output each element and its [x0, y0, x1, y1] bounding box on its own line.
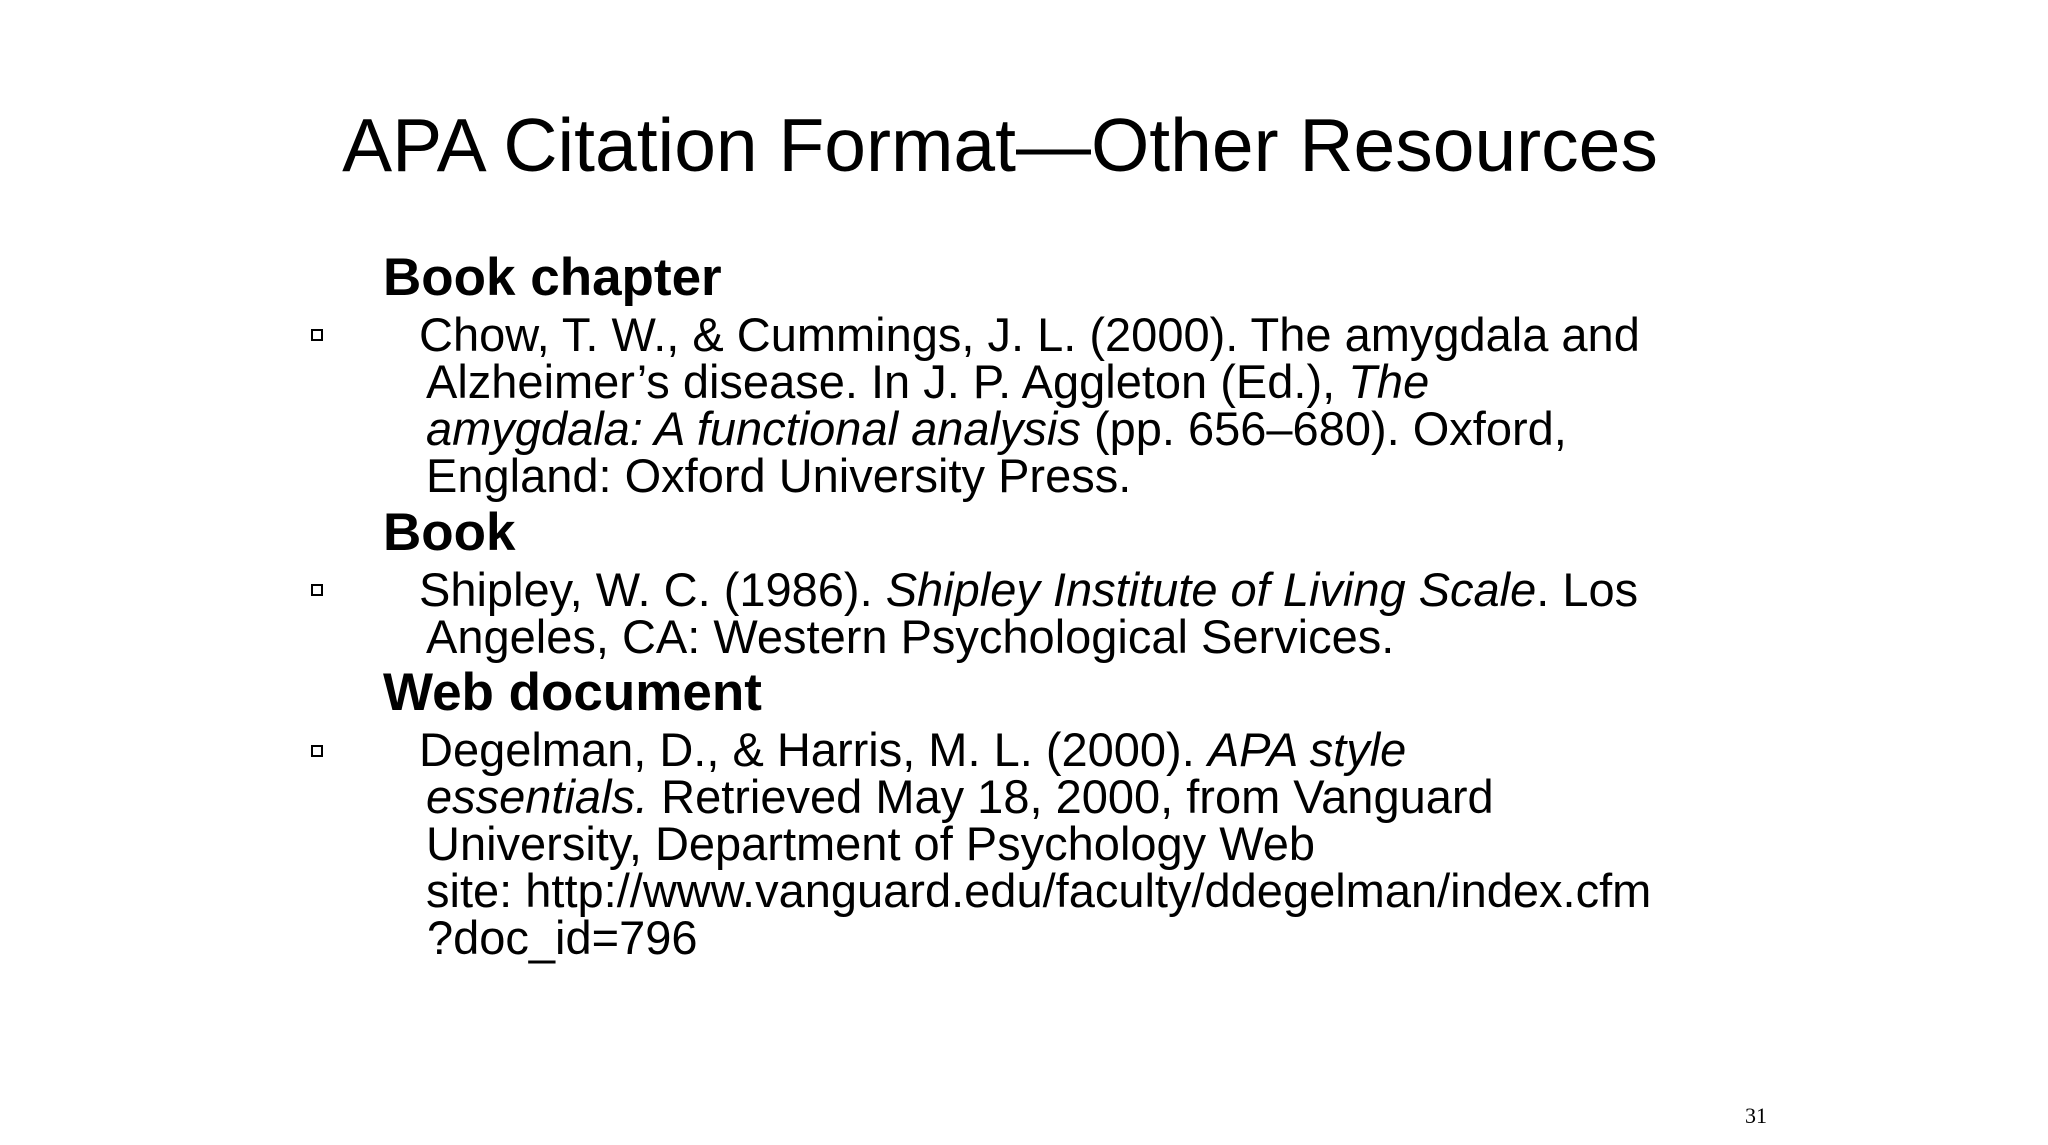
section-heading-book-chapter: Book chapter: [383, 248, 722, 307]
reference-line: amygdala: A functional analysis (pp. 656–680). Oxford,: [426, 402, 1567, 455]
reference-web-document: [419, 723, 1652, 964]
slide-title: APA Citation Format—Other Resources: [342, 103, 1658, 187]
reference-line: site: http://www.vanguard.edu/faculty/ddegelman/index.cfm: [426, 864, 1652, 917]
reference-book: [419, 563, 1639, 663]
reference-line: ?doc_id=796: [427, 911, 698, 964]
reference-book-chapter: [419, 308, 1640, 502]
reference-line: Shipley, W. C. (1986). Shipley Institute of Living Scale. Los: [419, 563, 1639, 616]
reference-line: Chow, T. W., & Cummings, J. L. (2000). The amygdala and: [419, 308, 1640, 361]
reference-line: essentials. Retrieved May 18, 2000, from Vanguard: [426, 770, 1494, 823]
square-bullet-icon: [311, 329, 323, 341]
section-heading-web-document: Web document: [383, 663, 762, 722]
reference-line: England: Oxford University Press.: [426, 449, 1132, 502]
reference-line: Alzheimer’s disease. In J. P. Aggleton (Ed.), The: [426, 355, 1430, 408]
section-heading-book: Book: [383, 503, 516, 562]
square-bullet-icon: [311, 745, 323, 757]
reference-line: University, Department of Psychology Web: [426, 817, 1316, 870]
reference-line: Angeles, CA: Western Psychological Services.: [426, 610, 1395, 663]
square-bullet-icon: [311, 584, 323, 596]
reference-line: Degelman, D., & Harris, M. L. (2000). APA style: [419, 723, 1407, 776]
page-number: 31: [1745, 1103, 1767, 1128]
